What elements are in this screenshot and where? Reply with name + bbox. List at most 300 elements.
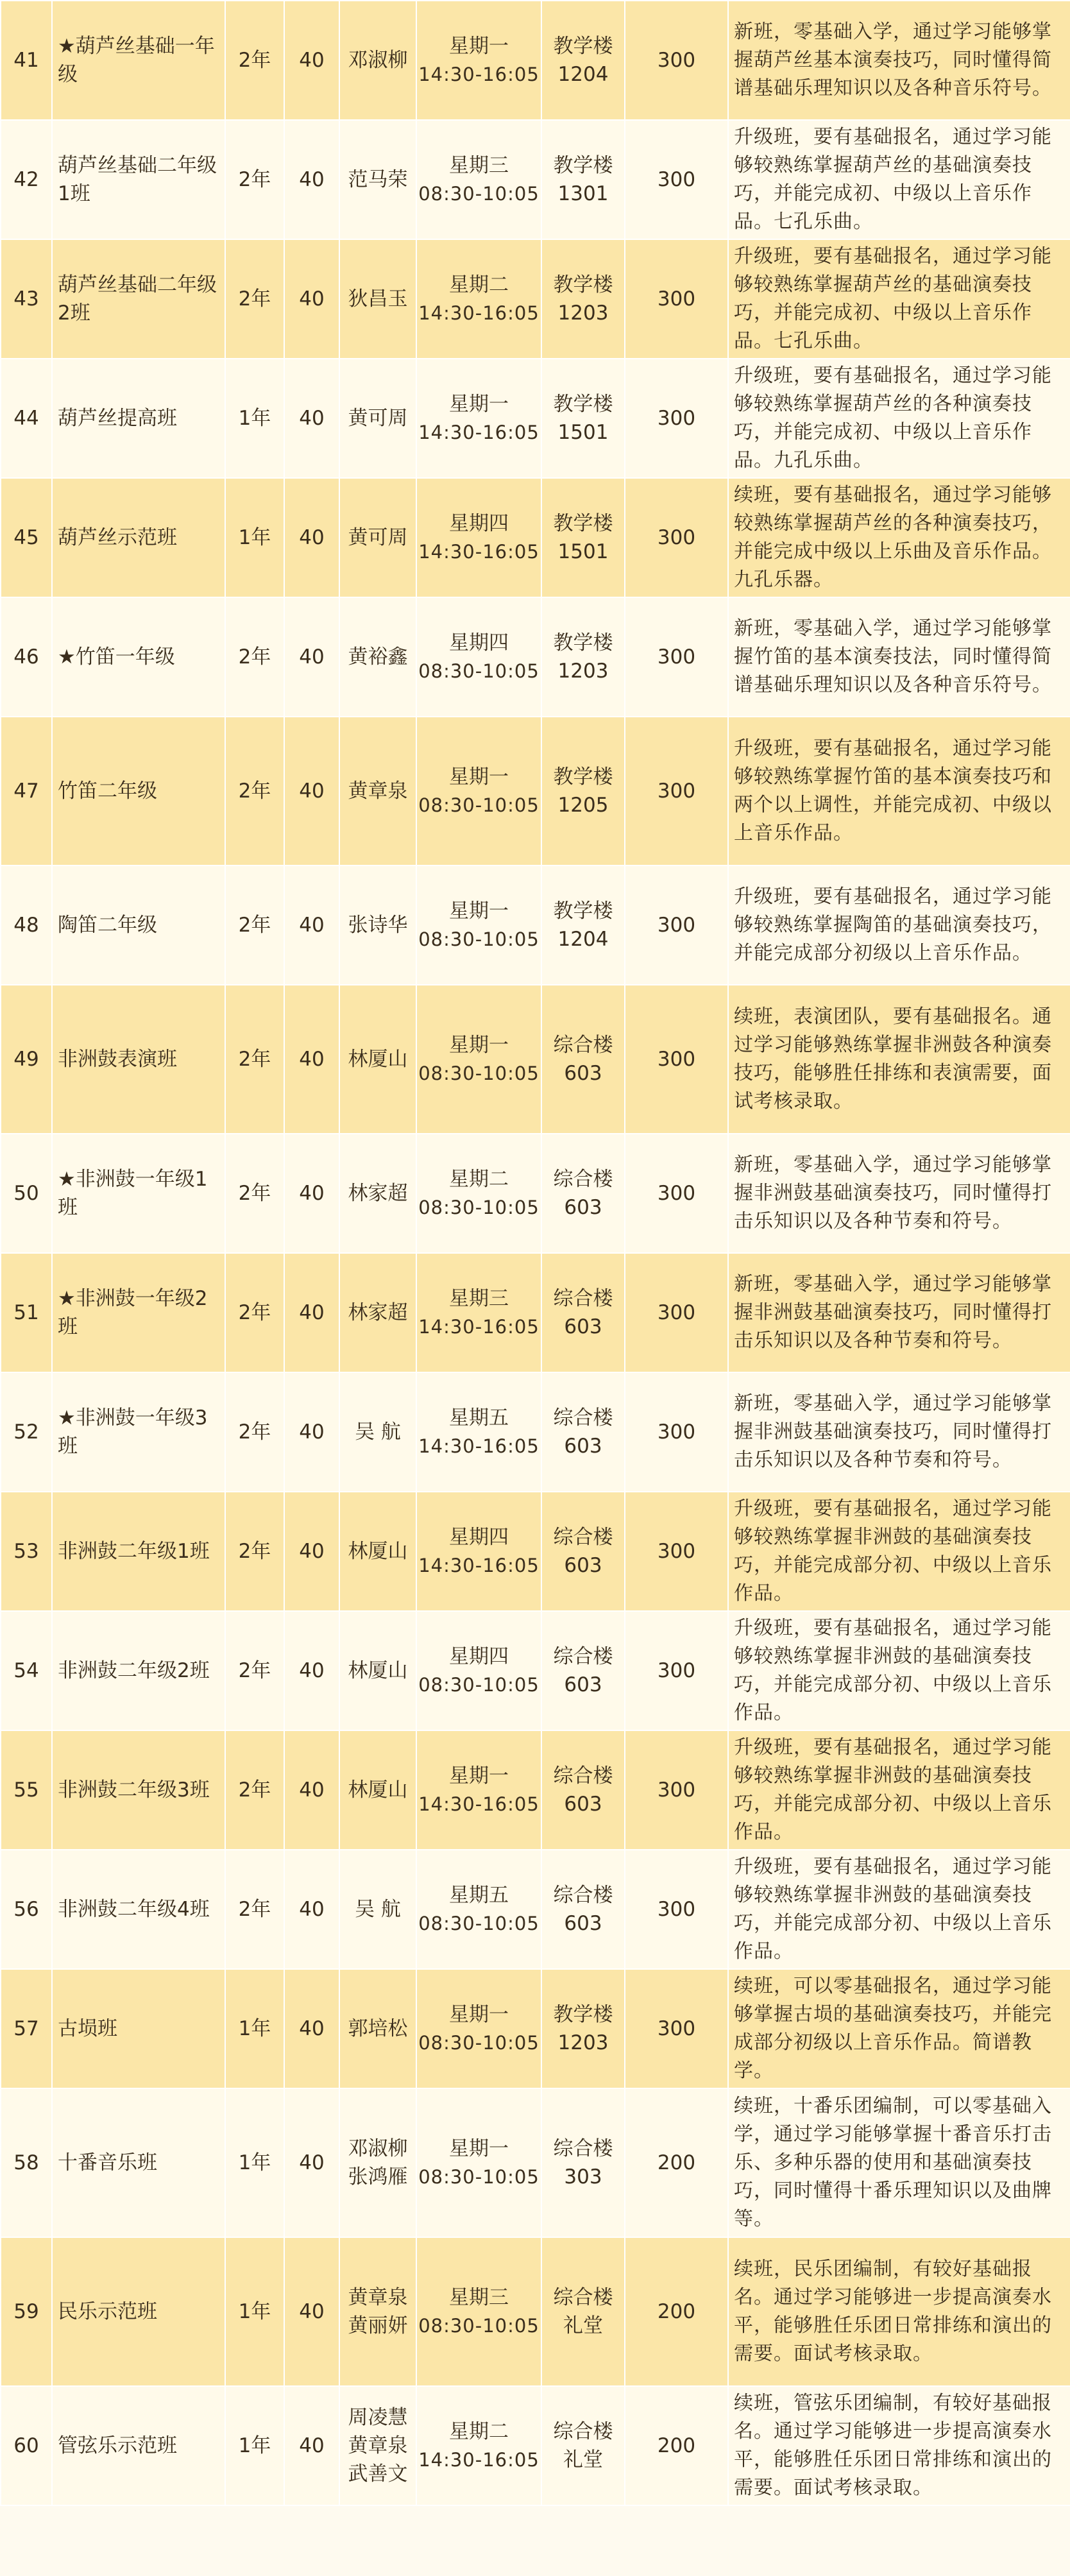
location-part: 教学楼	[553, 631, 613, 654]
teacher-name: 黄章泉	[348, 2286, 408, 2309]
teacher-name: 狄昌玉	[348, 287, 408, 311]
course-location	[541, 478, 625, 597]
row-number: 53	[1, 1492, 52, 1611]
location-part: 综合楼	[553, 2137, 613, 2160]
row-number: 57	[1, 1969, 52, 2088]
schedule-day: 星期四	[449, 512, 509, 535]
row-number: 58	[1, 2088, 52, 2237]
course-description: 升级班，要有基础报名，通过学习能够较熟练掌握非洲鼓的基础演奏技巧，并能完成部分初、中级以上音乐作品。	[728, 1850, 1070, 1969]
schedule-time: 14:30-16:05	[418, 1793, 539, 1815]
course-capacity: 40	[284, 1372, 339, 1492]
course-description: 续班，表演团队，要有基础报名。通过学习能够熟练掌握非洲鼓各种演奏技巧，能够胜任排练和表演需要，面试考核录取。	[728, 985, 1070, 1134]
course-teacher	[339, 985, 416, 1134]
teacher-name: 林家超	[348, 1301, 408, 1324]
table-row	[1, 2088, 1070, 2237]
schedule-day: 星期一	[449, 35, 509, 58]
teacher-name: 张鸿雁	[348, 2165, 408, 2188]
schedule-time: 14:30-16:05	[418, 64, 539, 85]
location-part: 603	[564, 1435, 602, 1458]
course-schedule	[416, 478, 541, 597]
teacher-name: 黄章泉	[348, 780, 408, 803]
course-capacity: 40	[284, 1611, 339, 1730]
location-part: 礼堂	[563, 2314, 603, 2337]
teacher-name: 黄章泉	[348, 2434, 408, 2457]
course-fee: 200	[625, 2386, 728, 2505]
row-number: 46	[1, 597, 52, 717]
course-description: 续班，民乐团编制，有较好基础报名。通过学习能够进一步提高演奏水平，能够胜任乐团日常排练和演出的需要。面试考核录取。	[728, 2237, 1070, 2386]
schedule-day: 星期一	[449, 2137, 509, 2160]
teacher-name: 林厦山	[348, 1540, 408, 1563]
table-row	[1, 597, 1070, 717]
course-name: 竹笛二年级	[52, 717, 225, 866]
course-location	[541, 1969, 625, 2088]
course-description: 新班，零基础入学，通过学习能够掌握葫芦丝基本演奏技巧，同时懂得简谱基础乐理知识以及各种音乐符号。	[728, 1, 1070, 120]
course-location	[541, 1850, 625, 1969]
course-name: 管弦乐示范班	[52, 2386, 225, 2505]
course-teacher	[339, 1253, 416, 1372]
course-years: 1年	[225, 359, 284, 478]
location-part: 礼堂	[563, 2448, 603, 2471]
schedule-time: 08:30-10:05	[418, 928, 539, 950]
course-fee: 300	[625, 239, 728, 359]
course-fee: 300	[625, 1611, 728, 1730]
course-schedule	[416, 597, 541, 717]
location-part: 综合楼	[553, 2286, 613, 2309]
course-description: 新班，零基础入学，通过学习能够掌握非洲鼓基础演奏技巧，同时懂得打击乐知识以及各种节奏和符号。	[728, 1253, 1070, 1372]
course-teacher	[339, 2386, 416, 2505]
course-schedule	[416, 866, 541, 985]
course-capacity: 40	[284, 717, 339, 866]
location-part: 综合楼	[553, 2420, 613, 2443]
location-part: 综合楼	[553, 1168, 613, 1191]
course-capacity: 40	[284, 1492, 339, 1611]
course-name: 葫芦丝基础二年级2班	[52, 239, 225, 359]
course-teacher	[339, 1492, 416, 1611]
location-part: 教学楼	[553, 154, 613, 177]
course-teacher	[339, 866, 416, 985]
course-capacity: 40	[284, 2088, 339, 2237]
row-number: 54	[1, 1611, 52, 1730]
course-name: 非洲鼓二年级3班	[52, 1730, 225, 1850]
course-location	[541, 2386, 625, 2505]
course-years: 2年	[225, 1134, 284, 1253]
location-part: 603	[564, 1793, 602, 1816]
schedule-time: 14:30-16:05	[418, 1316, 539, 1338]
course-table-body	[1, 1, 1070, 2505]
course-description: 续班，管弦乐团编制，有较好基础报名。通过学习能够进一步提高演奏水平，能够胜任乐团日常排练和演出的需要。面试考核录取。	[728, 2386, 1070, 2505]
table-row	[1, 478, 1070, 597]
course-schedule	[416, 1611, 541, 1730]
course-fee: 300	[625, 717, 728, 866]
course-capacity: 40	[284, 1253, 339, 1372]
course-location	[541, 717, 625, 866]
teacher-name: 邓淑柳	[348, 49, 408, 72]
schedule-time: 14:30-16:05	[418, 2449, 539, 2471]
course-capacity: 40	[284, 1, 339, 120]
location-part: 综合楼	[553, 1526, 613, 1549]
location-part: 综合楼	[553, 1764, 613, 1787]
course-capacity: 40	[284, 1850, 339, 1969]
course-teacher	[339, 1611, 416, 1730]
teacher-name: 林厦山	[348, 1659, 408, 1682]
course-years: 1年	[225, 2088, 284, 2237]
location-part: 1203	[557, 2031, 609, 2054]
table-row	[1, 1253, 1070, 1372]
course-years: 2年	[225, 1611, 284, 1730]
location-part: 综合楼	[553, 1645, 613, 1668]
course-description: 升级班，要有基础报名，通过学习能够较熟练掌握陶笛的基础演奏技巧，并能完成部分初级以上音乐作品。	[728, 866, 1070, 985]
course-location	[541, 1134, 625, 1253]
course-schedule	[416, 1253, 541, 1372]
schedule-day: 星期三	[449, 154, 509, 177]
course-name: ★葫芦丝基础一年级	[52, 1, 225, 120]
course-fee: 300	[625, 1969, 728, 2088]
schedule-day: 星期一	[449, 393, 509, 416]
table-row	[1, 2237, 1070, 2386]
schedule-time: 14:30-16:05	[418, 302, 539, 324]
location-part: 综合楼	[553, 1034, 613, 1057]
course-fee: 300	[625, 1253, 728, 1372]
location-part: 教学楼	[553, 273, 613, 296]
schedule-time: 08:30-10:05	[418, 2166, 539, 2188]
course-capacity: 40	[284, 478, 339, 597]
course-description: 升级班，要有基础报名，通过学习能够较熟练掌握葫芦丝的基础演奏技巧，并能完成初、中级以上音乐作品。七孔乐曲。	[728, 120, 1070, 239]
course-capacity: 40	[284, 1730, 339, 1850]
course-schedule	[416, 1730, 541, 1850]
course-location	[541, 1253, 625, 1372]
teacher-name: 邓淑柳	[348, 2137, 408, 2160]
location-part: 603	[564, 1912, 602, 1935]
course-teacher	[339, 597, 416, 717]
course-schedule	[416, 120, 541, 239]
course-capacity: 40	[284, 2386, 339, 2505]
course-years: 2年	[225, 985, 284, 1134]
table-row	[1, 866, 1070, 985]
schedule-day: 星期一	[449, 900, 509, 923]
course-teacher	[339, 2088, 416, 2237]
course-name: ★非洲鼓一年级3班	[52, 1372, 225, 1492]
teacher-name: 张诗华	[348, 914, 408, 937]
course-fee: 300	[625, 985, 728, 1134]
course-schedule	[416, 1492, 541, 1611]
teacher-name: 范马荣	[348, 168, 408, 191]
location-part: 综合楼	[553, 1287, 613, 1310]
row-number: 44	[1, 359, 52, 478]
course-name: 葫芦丝基础二年级1班	[52, 120, 225, 239]
course-capacity: 40	[284, 985, 339, 1134]
course-years: 2年	[225, 1850, 284, 1969]
course-years: 2年	[225, 866, 284, 985]
teacher-name: 林家超	[348, 1182, 408, 1205]
row-number: 56	[1, 1850, 52, 1969]
course-capacity: 40	[284, 239, 339, 359]
schedule-day: 星期三	[449, 2286, 509, 2309]
course-location	[541, 985, 625, 1134]
course-schedule	[416, 2088, 541, 2237]
teacher-name: 黄丽妍	[348, 2314, 408, 2337]
course-years: 1年	[225, 1969, 284, 2088]
course-teacher	[339, 359, 416, 478]
table-row	[1, 2386, 1070, 2505]
schedule-time: 14:30-16:05	[418, 541, 539, 563]
schedule-time: 08:30-10:05	[418, 2315, 539, 2337]
teacher-name: 郭培松	[348, 2017, 408, 2040]
location-part: 教学楼	[553, 2003, 613, 2026]
course-fee: 300	[625, 359, 728, 478]
location-part: 603	[564, 1554, 602, 1577]
table-row	[1, 1730, 1070, 1850]
course-years: 2年	[225, 717, 284, 866]
schedule-day: 星期二	[449, 2420, 509, 2443]
course-description: 续班，十番乐团编制，可以零基础入学，通过学习能够掌握十番音乐打击乐、多种乐器的使用和基础演奏技巧，同时懂得十番乐理知识以及曲牌等。	[728, 2088, 1070, 2237]
teacher-name: 黄裕鑫	[348, 645, 408, 669]
table-row	[1, 1372, 1070, 1492]
row-number: 55	[1, 1730, 52, 1850]
course-name: 葫芦丝示范班	[52, 478, 225, 597]
course-capacity: 40	[284, 359, 339, 478]
course-teacher	[339, 1850, 416, 1969]
course-teacher	[339, 1134, 416, 1253]
course-schedule	[416, 1372, 541, 1492]
schedule-day: 星期一	[449, 2003, 509, 2026]
course-fee: 300	[625, 1134, 728, 1253]
course-location	[541, 2088, 625, 2237]
course-location	[541, 2237, 625, 2386]
course-description: 续班，可以零基础报名，通过学习能够掌握古埙的基础演奏技巧，并能完成部分初级以上音乐作品。简谱教学。	[728, 1969, 1070, 2088]
course-capacity: 40	[284, 1134, 339, 1253]
schedule-time: 08:30-10:05	[418, 2032, 539, 2054]
course-teacher	[339, 478, 416, 597]
schedule-time: 08:30-10:05	[418, 1913, 539, 1934]
course-schedule	[416, 985, 541, 1134]
schedule-day: 星期一	[449, 765, 509, 789]
course-description: 升级班，要有基础报名，通过学习能够较熟练掌握竹笛的基本演奏技巧和两个以上调性，并能完成初、中级以上音乐作品。	[728, 717, 1070, 866]
schedule-time: 08:30-10:05	[418, 794, 539, 816]
course-location	[541, 1492, 625, 1611]
location-part: 1501	[557, 421, 609, 444]
table-row	[1, 1134, 1070, 1253]
schedule-day: 星期三	[449, 1287, 509, 1310]
course-schedule	[416, 2237, 541, 2386]
course-location	[541, 1, 625, 120]
table-row	[1, 239, 1070, 359]
schedule-day: 星期四	[449, 631, 509, 654]
course-description: 新班，零基础入学，通过学习能够掌握非洲鼓基础演奏技巧，同时懂得打击乐知识以及各种节奏和符号。	[728, 1134, 1070, 1253]
course-fee: 200	[625, 2088, 728, 2237]
location-part: 1204	[557, 63, 609, 86]
schedule-day: 星期二	[449, 273, 509, 296]
course-location	[541, 239, 625, 359]
row-number: 60	[1, 2386, 52, 2505]
course-name: 民乐示范班	[52, 2237, 225, 2386]
course-name: ★竹笛一年级	[52, 597, 225, 717]
schedule-time: 14:30-16:05	[418, 1555, 539, 1576]
course-name: 十番音乐班	[52, 2088, 225, 2237]
course-capacity: 40	[284, 866, 339, 985]
course-fee: 300	[625, 1492, 728, 1611]
row-number: 41	[1, 1, 52, 120]
course-years: 2年	[225, 1253, 284, 1372]
table-row	[1, 1492, 1070, 1611]
course-schedule	[416, 2386, 541, 2505]
row-number: 48	[1, 866, 52, 985]
course-name: 非洲鼓表演班	[52, 985, 225, 1134]
course-years: 2年	[225, 239, 284, 359]
location-part: 教学楼	[553, 512, 613, 535]
course-fee: 300	[625, 1372, 728, 1492]
row-number: 49	[1, 985, 52, 1134]
schedule-day: 星期四	[449, 1526, 509, 1549]
course-name: ★非洲鼓一年级2班	[52, 1253, 225, 1372]
course-location	[541, 1611, 625, 1730]
course-description: 新班，零基础入学，通过学习能够掌握竹笛的基本演奏技法，同时懂得简谱基础乐理知识以及各种音乐符号。	[728, 597, 1070, 717]
course-fee: 300	[625, 478, 728, 597]
course-description: 升级班，要有基础报名，通过学习能够较熟练掌握非洲鼓的基础演奏技巧，并能完成部分初、中级以上音乐作品。	[728, 1730, 1070, 1850]
schedule-time: 08:30-10:05	[418, 1674, 539, 1696]
location-part: 1203	[557, 660, 609, 683]
row-number: 50	[1, 1134, 52, 1253]
course-teacher	[339, 1372, 416, 1492]
schedule-day: 星期二	[449, 1168, 509, 1191]
teacher-name: 林厦山	[348, 1778, 408, 1802]
course-capacity: 40	[284, 2237, 339, 2386]
table-row	[1, 120, 1070, 239]
course-schedule	[416, 1, 541, 120]
course-teacher	[339, 120, 416, 239]
course-description: 新班，零基础入学，通过学习能够掌握非洲鼓基础演奏技巧，同时懂得打击乐知识以及各种节奏和符号。	[728, 1372, 1070, 1492]
course-name: ★非洲鼓一年级1班	[52, 1134, 225, 1253]
schedule-day: 星期一	[449, 1764, 509, 1787]
course-teacher	[339, 1969, 416, 2088]
course-teacher	[339, 1, 416, 120]
teacher-name: 吴 航	[355, 1420, 401, 1444]
row-number: 52	[1, 1372, 52, 1492]
course-teacher	[339, 239, 416, 359]
location-part: 603	[564, 1196, 602, 1219]
row-number: 42	[1, 120, 52, 239]
table-row	[1, 985, 1070, 1134]
location-part: 1501	[557, 540, 609, 563]
location-part: 1205	[557, 794, 609, 817]
course-teacher	[339, 1730, 416, 1850]
course-teacher	[339, 2237, 416, 2386]
course-fee: 300	[625, 866, 728, 985]
course-years: 1年	[225, 2237, 284, 2386]
course-fee: 200	[625, 2237, 728, 2386]
course-teacher	[339, 717, 416, 866]
course-capacity: 40	[284, 120, 339, 239]
schedule-day: 星期四	[449, 1645, 509, 1668]
course-description: 升级班，要有基础报名，通过学习能够较熟练掌握非洲鼓的基础演奏技巧，并能完成部分初、中级以上音乐作品。	[728, 1611, 1070, 1730]
row-number: 47	[1, 717, 52, 866]
course-location	[541, 597, 625, 717]
teacher-name: 周凌慧	[348, 2406, 408, 2429]
course-schedule	[416, 1134, 541, 1253]
table-row	[1, 1611, 1070, 1730]
course-capacity: 40	[284, 1969, 339, 2088]
course-years: 2年	[225, 1492, 284, 1611]
course-name: 古埙班	[52, 1969, 225, 2088]
location-part: 1204	[557, 928, 609, 951]
course-description: 升级班，要有基础报名，通过学习能够较熟练掌握非洲鼓的基础演奏技巧，并能完成部分初、中级以上音乐作品。	[728, 1492, 1070, 1611]
course-name: 陶笛二年级	[52, 866, 225, 985]
course-fee: 300	[625, 1850, 728, 1969]
table-row	[1, 1, 1070, 120]
course-years: 2年	[225, 1, 284, 120]
course-location	[541, 866, 625, 985]
course-location	[541, 1372, 625, 1492]
course-name: 非洲鼓二年级1班	[52, 1492, 225, 1611]
course-description: 续班，要有基础报名，通过学习能够较熟练掌握葫芦丝的各种演奏技巧，并能完成中级以上乐曲及音乐作品。九孔乐器。	[728, 478, 1070, 597]
table-row	[1, 1850, 1070, 1969]
teacher-name: 武善文	[348, 2462, 408, 2486]
course-schedule	[416, 239, 541, 359]
course-years: 2年	[225, 1372, 284, 1492]
schedule-time: 08:30-10:05	[418, 183, 539, 205]
course-years: 2年	[225, 597, 284, 717]
course-fee: 300	[625, 120, 728, 239]
location-part: 教学楼	[553, 35, 613, 58]
location-part: 教学楼	[553, 765, 613, 789]
course-years: 1年	[225, 2386, 284, 2505]
schedule-time: 14:30-16:05	[418, 422, 539, 443]
table-row	[1, 717, 1070, 866]
course-years: 2年	[225, 1730, 284, 1850]
course-fee: 300	[625, 597, 728, 717]
location-part: 303	[564, 2165, 602, 2188]
location-part: 教学楼	[553, 900, 613, 923]
location-part: 1301	[557, 182, 609, 205]
table-row	[1, 1969, 1070, 2088]
course-location	[541, 120, 625, 239]
location-part: 综合楼	[553, 1884, 613, 1907]
course-fee: 300	[625, 1730, 728, 1850]
schedule-day: 星期一	[449, 1034, 509, 1057]
location-part: 603	[564, 1062, 602, 1085]
teacher-name: 黄可周	[348, 407, 408, 430]
course-years: 2年	[225, 120, 284, 239]
schedule-time: 08:30-10:05	[418, 1062, 539, 1084]
schedule-time: 14:30-16:05	[418, 1435, 539, 1457]
row-number: 45	[1, 478, 52, 597]
course-name: 葫芦丝提高班	[52, 359, 225, 478]
row-number: 43	[1, 239, 52, 359]
schedule-time: 08:30-10:05	[418, 660, 539, 682]
course-name: 非洲鼓二年级2班	[52, 1611, 225, 1730]
location-part: 教学楼	[553, 393, 613, 416]
course-name: 非洲鼓二年级4班	[52, 1850, 225, 1969]
teacher-name: 林厦山	[348, 1048, 408, 1071]
location-part: 603	[564, 1315, 602, 1338]
schedule-day: 星期五	[449, 1884, 509, 1907]
course-schedule	[416, 1969, 541, 2088]
course-description: 升级班，要有基础报名，通过学习能够较熟练掌握葫芦丝的基础演奏技巧，并能完成初、中级以上音乐作品。七孔乐曲。	[728, 239, 1070, 359]
course-fee: 300	[625, 1, 728, 120]
teacher-name: 黄可周	[348, 526, 408, 549]
location-part: 603	[564, 1673, 602, 1696]
course-schedule	[416, 717, 541, 866]
row-number: 51	[1, 1253, 52, 1372]
row-number: 59	[1, 2237, 52, 2386]
course-schedule	[416, 1850, 541, 1969]
course-years: 1年	[225, 478, 284, 597]
course-capacity: 40	[284, 597, 339, 717]
location-part: 1203	[557, 302, 609, 325]
course-location	[541, 359, 625, 478]
schedule-day: 星期五	[449, 1406, 509, 1429]
table-row	[1, 359, 1070, 478]
course-schedule	[416, 359, 541, 478]
